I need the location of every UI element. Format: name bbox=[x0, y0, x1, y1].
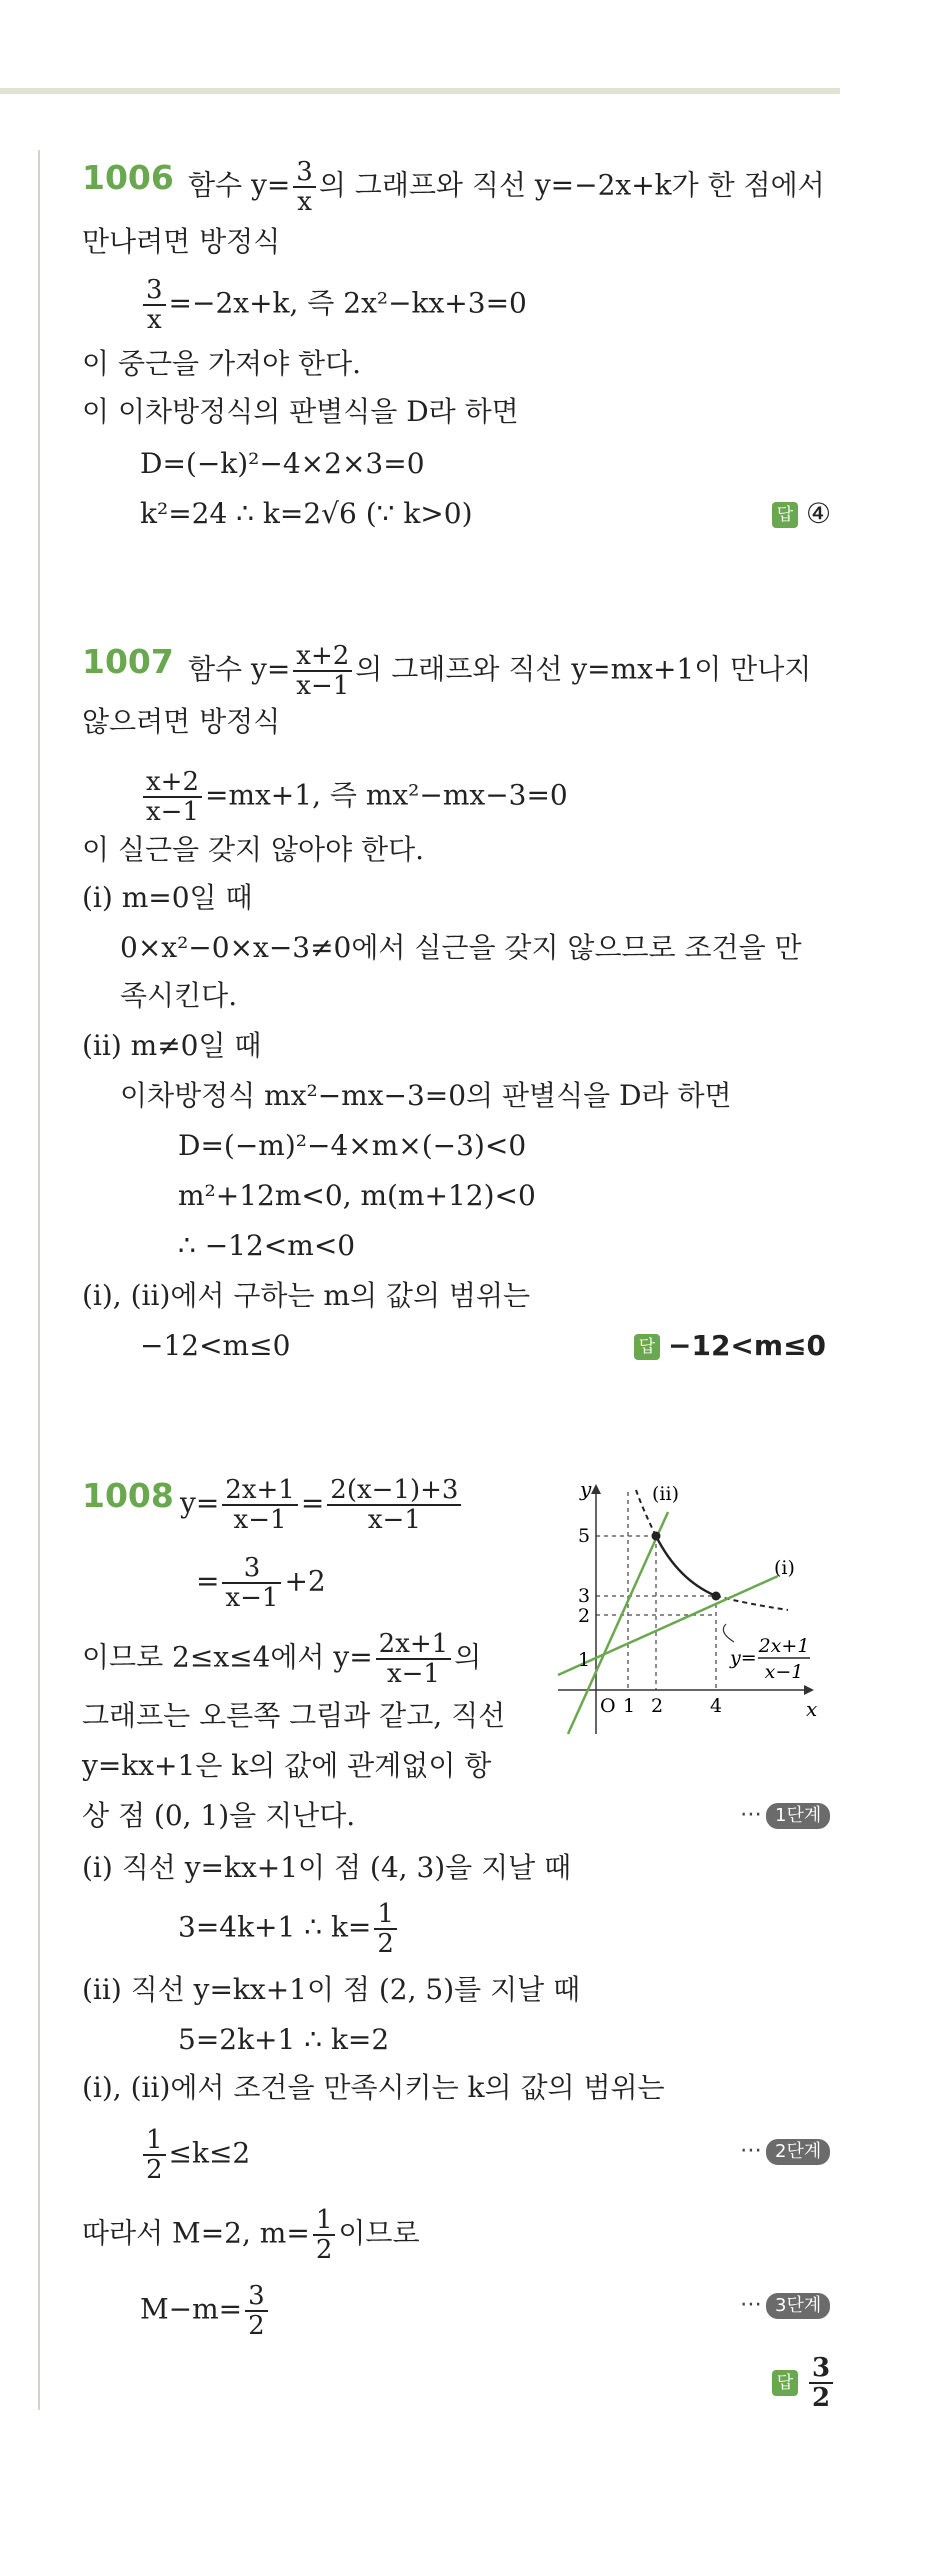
y-axis-arrow bbox=[591, 1484, 601, 1494]
fraction: $\frac{3}{x}$ bbox=[143, 276, 166, 334]
p1008-line5: y=kx+1은 k의 값에 관계없이 항 bbox=[82, 1749, 492, 1782]
function-graph bbox=[548, 1472, 848, 1742]
axis-y-label: y bbox=[580, 1477, 592, 1501]
p1008-line4: 그래프는 오른쪽 그림과 같고, 직선 bbox=[82, 1699, 506, 1732]
answer-badge: 답 bbox=[634, 1334, 660, 1360]
fraction: $\frac{2x+1}{x-1}$ bbox=[222, 1476, 298, 1534]
problem-number-1008: 1008 bbox=[82, 1476, 174, 1515]
fraction: $\frac{1}{2}$ bbox=[313, 2206, 336, 2264]
p1006-line6: D=(−k)²−4×2×3=0 bbox=[140, 447, 425, 480]
p1007-answer: 답 −12<m≤0 bbox=[634, 1326, 826, 1366]
p1007-line8: (ii) m≠0일 때 bbox=[82, 1029, 262, 1062]
step-marker-1: ⋯ 1단계 bbox=[740, 1800, 830, 1830]
x-tick-1: 1 bbox=[623, 1695, 636, 1717]
p1008-line14: M−m= $\frac{3}{2}$ bbox=[140, 2282, 271, 2340]
p1007-line10: D=(−m)²−4×m×(−3)<0 bbox=[178, 1129, 527, 1162]
fraction: $\frac{1}{2}$ bbox=[143, 2126, 166, 2184]
curve-label-prefix: y= bbox=[730, 1647, 757, 1669]
p1007-line3: $\frac{x+2}{x-1}$ =mx+1, 즉 mx²−mx−3=0 bbox=[140, 768, 568, 826]
p1006-line7: k²=24 ∴ k=2√6 (∵ k>0) bbox=[140, 497, 473, 530]
p1008-line6: 상 점 (0, 1)을 지난다. bbox=[82, 1799, 356, 1832]
y-tick-3: 3 bbox=[578, 1585, 591, 1607]
answer-badge: 답 bbox=[772, 502, 798, 528]
point-2-5 bbox=[652, 1532, 661, 1541]
origin-label: O bbox=[600, 1695, 616, 1717]
p1008-line10: 5=2k+1 ∴ k=2 bbox=[178, 2023, 390, 2056]
x-axis-arrow bbox=[804, 1685, 814, 1695]
p1007-line9: 이차방정식 mx²−mx−3=0의 판별식을 D라 하면 bbox=[120, 1079, 732, 1112]
p1006-line1: 함수 y= $\frac{3}{x}$ 의 그래프와 직선 y=−2x+k가 한 점에서 bbox=[188, 157, 825, 217]
fraction: $\frac{3}{x-1}$ bbox=[222, 1554, 281, 1612]
p1007-line14: −12<m≤0 bbox=[140, 1329, 291, 1362]
fraction: $\frac{x+2}{x-1}$ bbox=[293, 642, 352, 700]
curve-label-den: x−1 bbox=[764, 1661, 804, 1683]
line-ii-label: (ii) bbox=[652, 1483, 679, 1505]
p1008-line11: (i), (ii)에서 조건을 만족시키는 k의 값의 범위는 bbox=[82, 2071, 665, 2104]
fraction: $\frac{3}{x}$ bbox=[293, 158, 316, 216]
p1007-line6: 0×x²−0×x−3≠0에서 실근을 갖지 않으므로 조건을 만 bbox=[120, 931, 802, 964]
p1007-line5: (i) m=0일 때 bbox=[82, 881, 253, 914]
p1006-line4: 이 중근을 가져야 한다. bbox=[82, 347, 362, 380]
curve-label-num: 2x+1 bbox=[758, 1635, 810, 1657]
p1007-line11: m²+12m<0, m(m+12)<0 bbox=[178, 1179, 536, 1212]
problem-number-1007: 1007 bbox=[82, 642, 174, 681]
p1008-line3: 이므로 2≤x≤4에서 y= $\frac{2x+1}{x-1}$ 의 bbox=[82, 1629, 482, 1689]
answer-fraction: $\frac{3}{2}$ bbox=[809, 2354, 833, 2412]
p1008-line2: = $\frac{3}{x-1}$ +2 bbox=[196, 1553, 326, 1613]
curve-pointer bbox=[723, 1624, 734, 1642]
line-i-label: (i) bbox=[774, 1557, 795, 1579]
fraction: $\frac{x+2}{x-1}$ bbox=[143, 768, 202, 826]
p1007-line4: 이 실근을 갖지 않아야 한다. bbox=[82, 833, 425, 866]
p1006-line3: $\frac{3}{x}$ =−2x+k, 즉 2x²−kx+3=0 bbox=[140, 276, 527, 334]
y-tick-1: 1 bbox=[578, 1649, 591, 1671]
p1008-answer bbox=[772, 2354, 836, 2412]
fraction: $\frac{1}{2}$ bbox=[374, 1900, 397, 1958]
p1008-line13: 따라서 M=2, m= $\frac{1}{2}$ 이므로 bbox=[82, 2205, 420, 2265]
p1007-line1: 함수 y= $\frac{x+2}{x-1}$ 의 그래프와 직선 y=mx+1이 만나지 bbox=[188, 641, 812, 701]
p1007-line7: 족시킨다. bbox=[120, 979, 238, 1012]
x-tick-4: 4 bbox=[710, 1695, 723, 1717]
curve-solid bbox=[656, 1536, 716, 1596]
p1008-line8: 3=4k+1 ∴ k= $\frac{1}{2}$ bbox=[178, 1900, 400, 1958]
guide-lines bbox=[596, 1492, 716, 1690]
axis-x-label: x bbox=[806, 1697, 818, 1721]
p1006-line2: 만나려면 방정식 bbox=[82, 225, 281, 258]
p1008-line1: y= $\frac{2x+1}{x-1}$ = $\frac{2(x-1)+3}{x-1}$ bbox=[180, 1476, 464, 1534]
answer-badge: 답 bbox=[772, 2370, 798, 2396]
p1008-line9: (ii) 직선 y=kx+1이 점 (2, 5)를 지날 때 bbox=[82, 1973, 581, 2006]
y-tick-5: 5 bbox=[578, 1525, 591, 1547]
p1007-line12: ∴ −12<m<0 bbox=[178, 1229, 356, 1262]
p1006-line5: 이 이차방정식의 판별식을 D라 하면 bbox=[82, 395, 519, 428]
x-tick-2: 2 bbox=[651, 1695, 664, 1717]
y-tick-2: 2 bbox=[578, 1605, 591, 1627]
fraction: $\frac{2x+1}{x-1}$ bbox=[376, 1630, 452, 1688]
p1007-line2: 않으려면 방정식 bbox=[82, 705, 281, 738]
p1007-line13: (i), (ii)에서 구하는 m의 값의 범위는 bbox=[82, 1279, 531, 1312]
fraction: $\frac{2(x-1)+3}{x-1}$ bbox=[327, 1476, 461, 1534]
p1008-line7: (i) 직선 y=kx+1이 점 (4, 3)을 지날 때 bbox=[82, 1851, 572, 1884]
fraction: $\frac{3}{2}$ bbox=[245, 2282, 268, 2340]
step-marker-3: ⋯ 3단계 bbox=[740, 2290, 830, 2320]
point-4-3 bbox=[712, 1592, 721, 1601]
p1008-line12: $\frac{1}{2}$ ≤k≤2 bbox=[140, 2126, 250, 2184]
problem-number-1006: 1006 bbox=[82, 158, 174, 197]
p1006-answer: 답 ④ bbox=[772, 494, 831, 534]
step-marker-2: ⋯ 2단계 bbox=[740, 2136, 830, 2166]
